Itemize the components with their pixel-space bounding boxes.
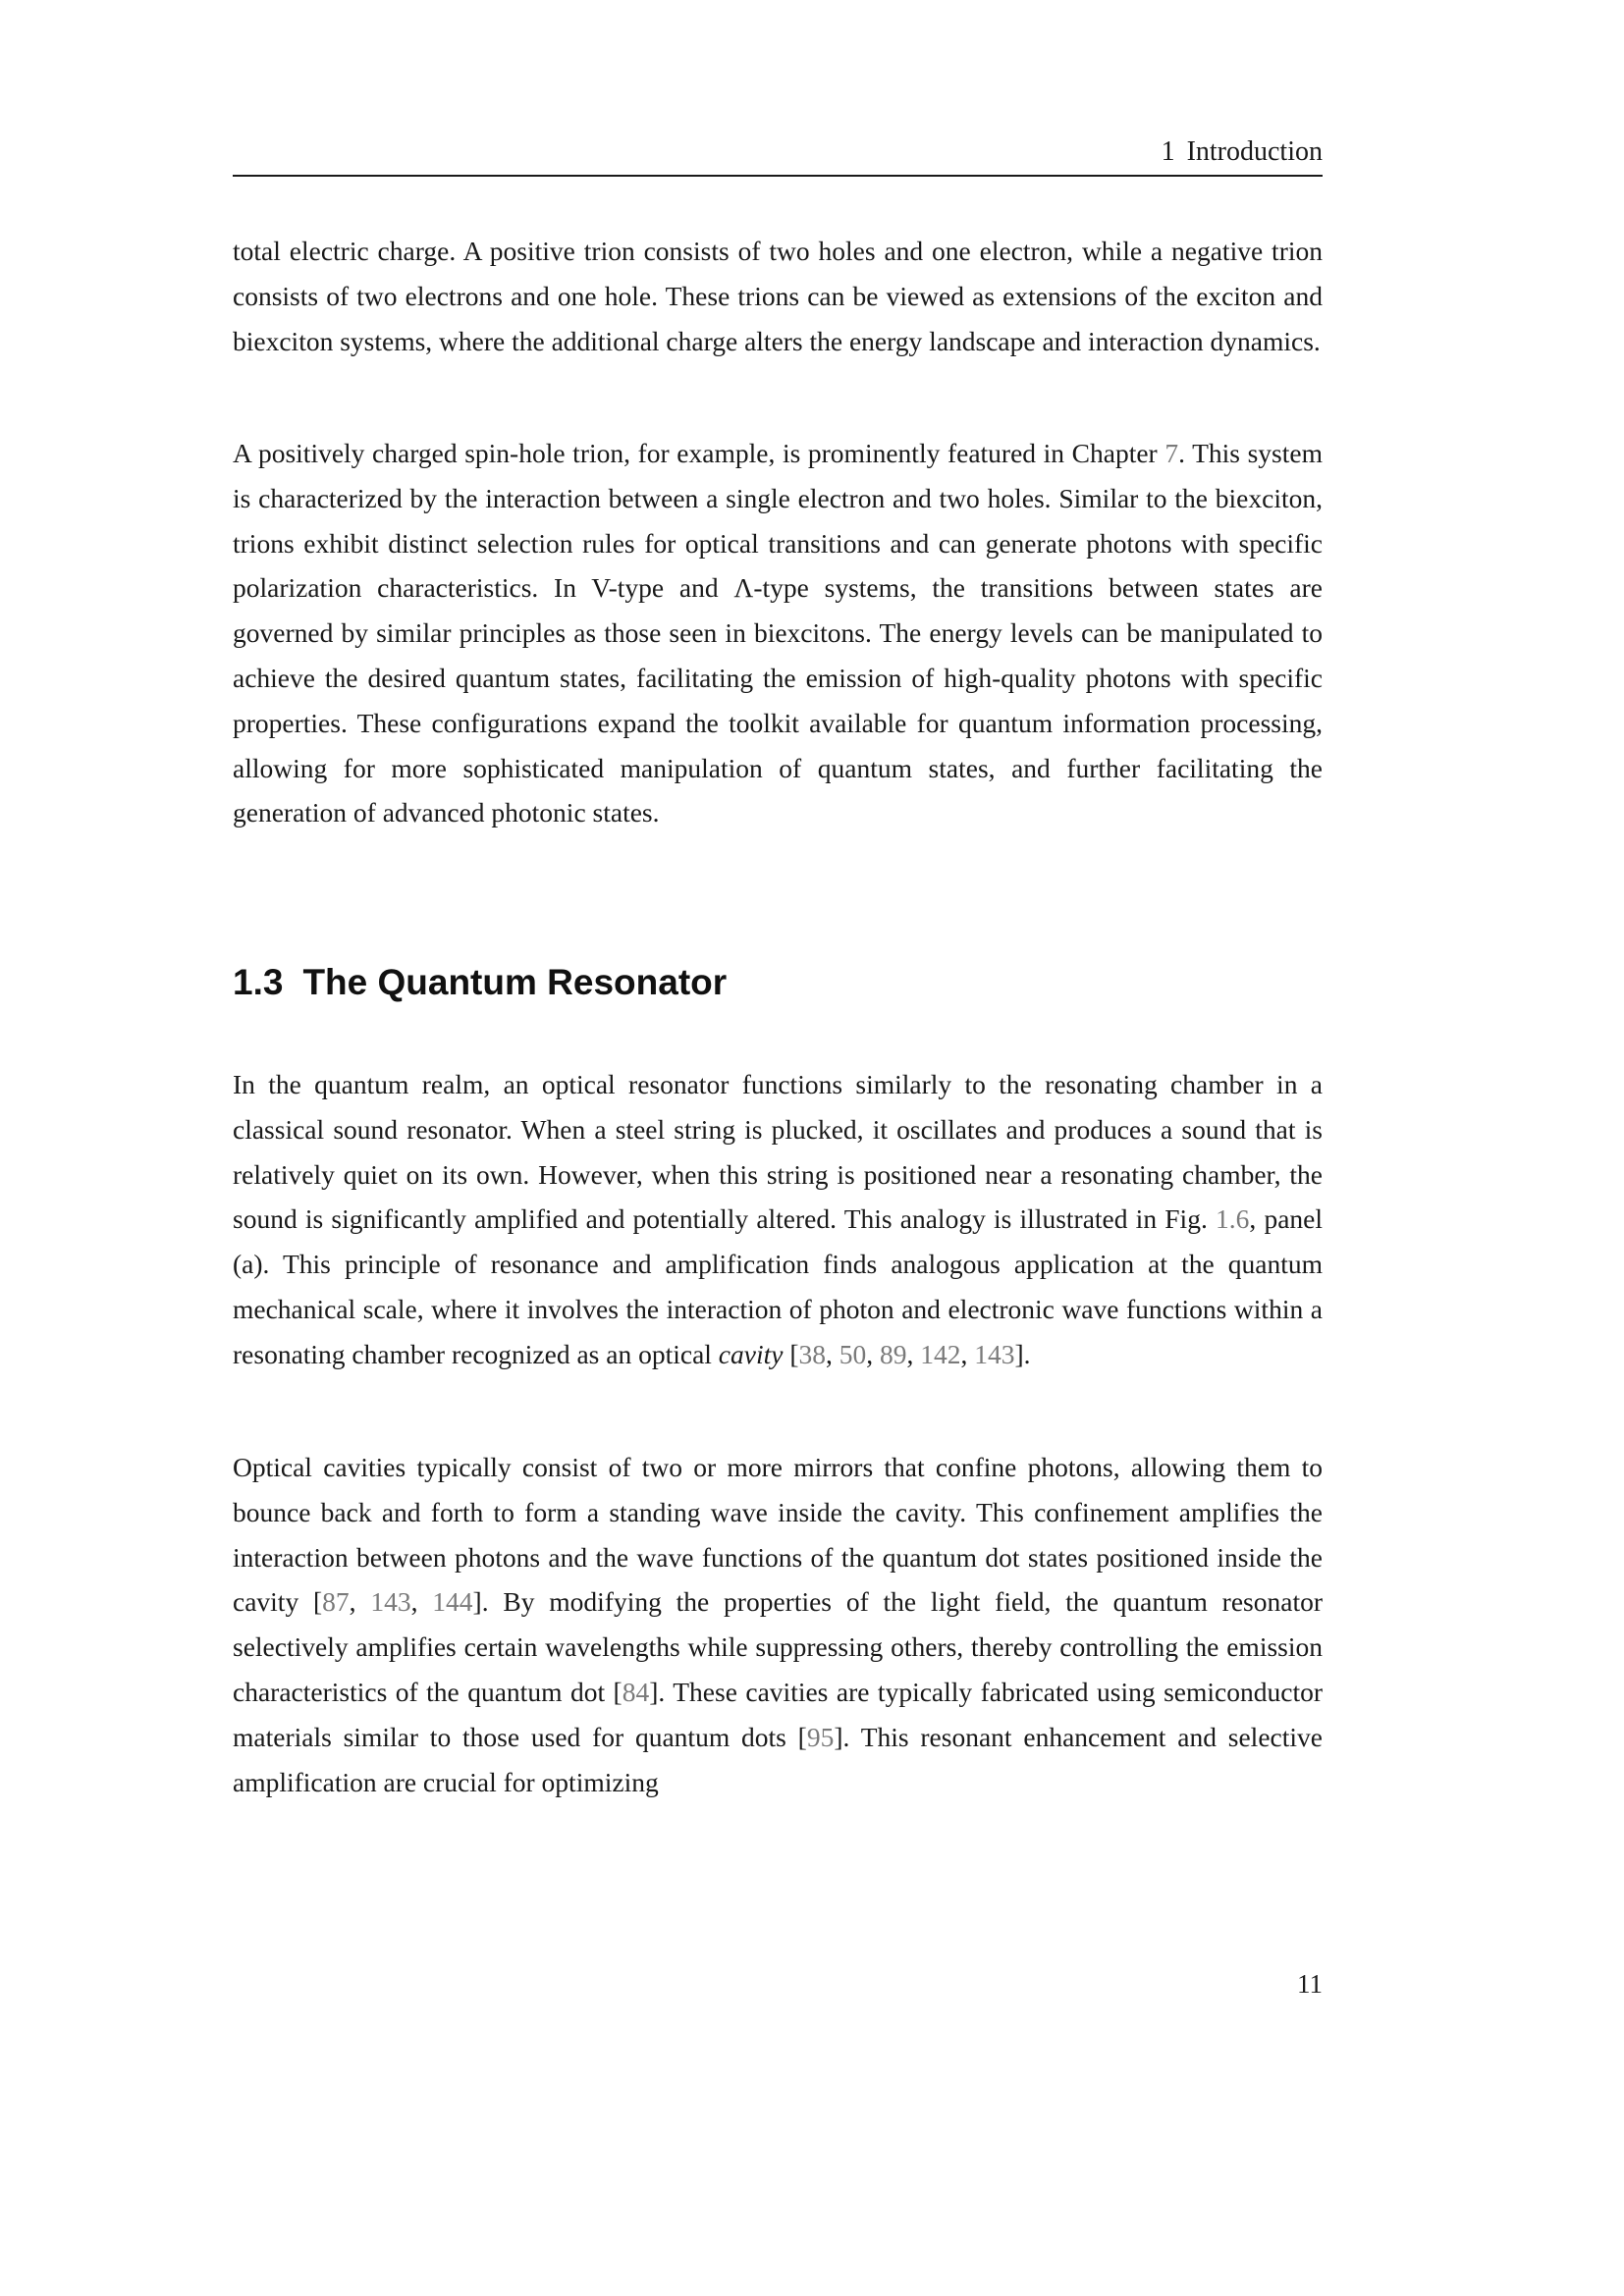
citation-link[interactable]: 144: [432, 1586, 473, 1618]
section-heading: [233, 958, 727, 1007]
figure-link[interactable]: 1.6: [1216, 1203, 1250, 1235]
chapter-number: 1: [1161, 136, 1175, 167]
paragraph-spin-hole-trion: [233, 431, 1323, 835]
citation-link[interactable]: 84: [622, 1676, 650, 1707]
citation-link[interactable]: 142: [920, 1338, 961, 1369]
paragraph-trions: [233, 229, 1323, 363]
text-run: ]. These cavities are typically fabricated using semiconductor materials similar to those used for quantum dots [: [233, 1676, 1324, 1752]
citation-link[interactable]: 87: [322, 1586, 350, 1618]
text-run: A positively charged spin-hole trion, for example, is prominently featured in Chapter: [233, 438, 1165, 468]
section-title: The Quantum Resonator: [302, 962, 728, 1002]
separator: ,: [349, 1586, 371, 1618]
text-run: , panel (a). This principle of resonance and amplification finds analogous application at the quantum mechanical scale, where it involves the interaction of photon and electronic wave functions within a resonating chamber recognized as an optical: [233, 1203, 1324, 1369]
text-run: In the quantum realm, an optical resonator functions similarly to the resonating chamber in a classical sound resonator. When a steel string is plucked, it oscillates and produces a sound that is relatively quiet on its own. However, when this string is positioned near a resonating chamber, the sound is significantly amplified and potentially altered. This analogy is illustrated in Fig.: [233, 1069, 1323, 1235]
citation-link[interactable]: 50: [839, 1338, 867, 1369]
paragraph-text: [233, 1445, 1323, 1804]
paragraph-text: [233, 431, 1323, 835]
text-run: [: [783, 1338, 799, 1369]
citation-link[interactable]: 143: [974, 1338, 1015, 1369]
text-run: ]. This resonant enhancement and selective amplification are crucial for optimizing: [233, 1721, 1323, 1797]
chapter-title: Introduction: [1186, 136, 1323, 167]
chapter-link[interactable]: 7: [1164, 438, 1179, 468]
paragraph-optical-cavities: [233, 1445, 1323, 1804]
running-head: [1162, 135, 1323, 169]
separator: ,: [866, 1338, 880, 1369]
separator: ,: [960, 1338, 975, 1369]
paragraph-optical-resonator: [233, 1062, 1323, 1377]
page-number: 11: [1297, 1969, 1323, 1999]
text-run: ].: [1014, 1338, 1031, 1369]
separator: ,: [826, 1338, 839, 1369]
separator: ,: [410, 1586, 433, 1618]
text-run: ]. By modifying the properties of the light field, the quantum resonator selectively amplifies certain wavelengths while suppressing others, thereby controlling the emission characteristics of the quantum dot [: [233, 1586, 1324, 1707]
citation-link[interactable]: 89: [880, 1338, 907, 1369]
section-number: 1.3: [233, 962, 284, 1002]
emphasis-cavity: cavity: [718, 1338, 784, 1369]
citation-link[interactable]: 143: [370, 1586, 411, 1618]
paragraph-text: [233, 1062, 1323, 1377]
citation-link[interactable]: 95: [806, 1721, 835, 1752]
citation-link[interactable]: 38: [798, 1338, 826, 1369]
page-header: [233, 133, 1323, 177]
paragraph-text: total electric charge. A positive trion consists of two holes and one electron, while a negative trion consists of two electrons and one hole. These trions can be viewed as extensions of the exciton and biexciton systems, where the additional charge alters the energy landscape and interaction dynamics.: [233, 236, 1323, 356]
text-run: Optical cavities typically consist of two or more mirrors that confine photons, allowing them to bounce back and forth to form a standing wave inside the cavity. This confinement amplifies the interaction between photons and the wave functions of the quantum dot states positioned inside the cavity [: [233, 1452, 1323, 1618]
separator: ,: [906, 1338, 921, 1369]
text-run: . This system is characterized by the interaction between a single electron and two holes. Similar to the biexciton, trions exhibit distinct selection rules for optical transitions and can generate photons with specific polarization characteristics. In V-type and Λ-type systems, the transitions between states are governed by similar principles as those seen in biexcitons. The energy levels can be manipulated to achieve the desired quantum states, facilitating the emission of high-quality photons with specific properties. These configurations expand the toolkit available for quantum information processing, allowing for more sophisticated manipulation of quantum states, and further facilitating the generation of advanced photonic states.: [233, 438, 1323, 828]
